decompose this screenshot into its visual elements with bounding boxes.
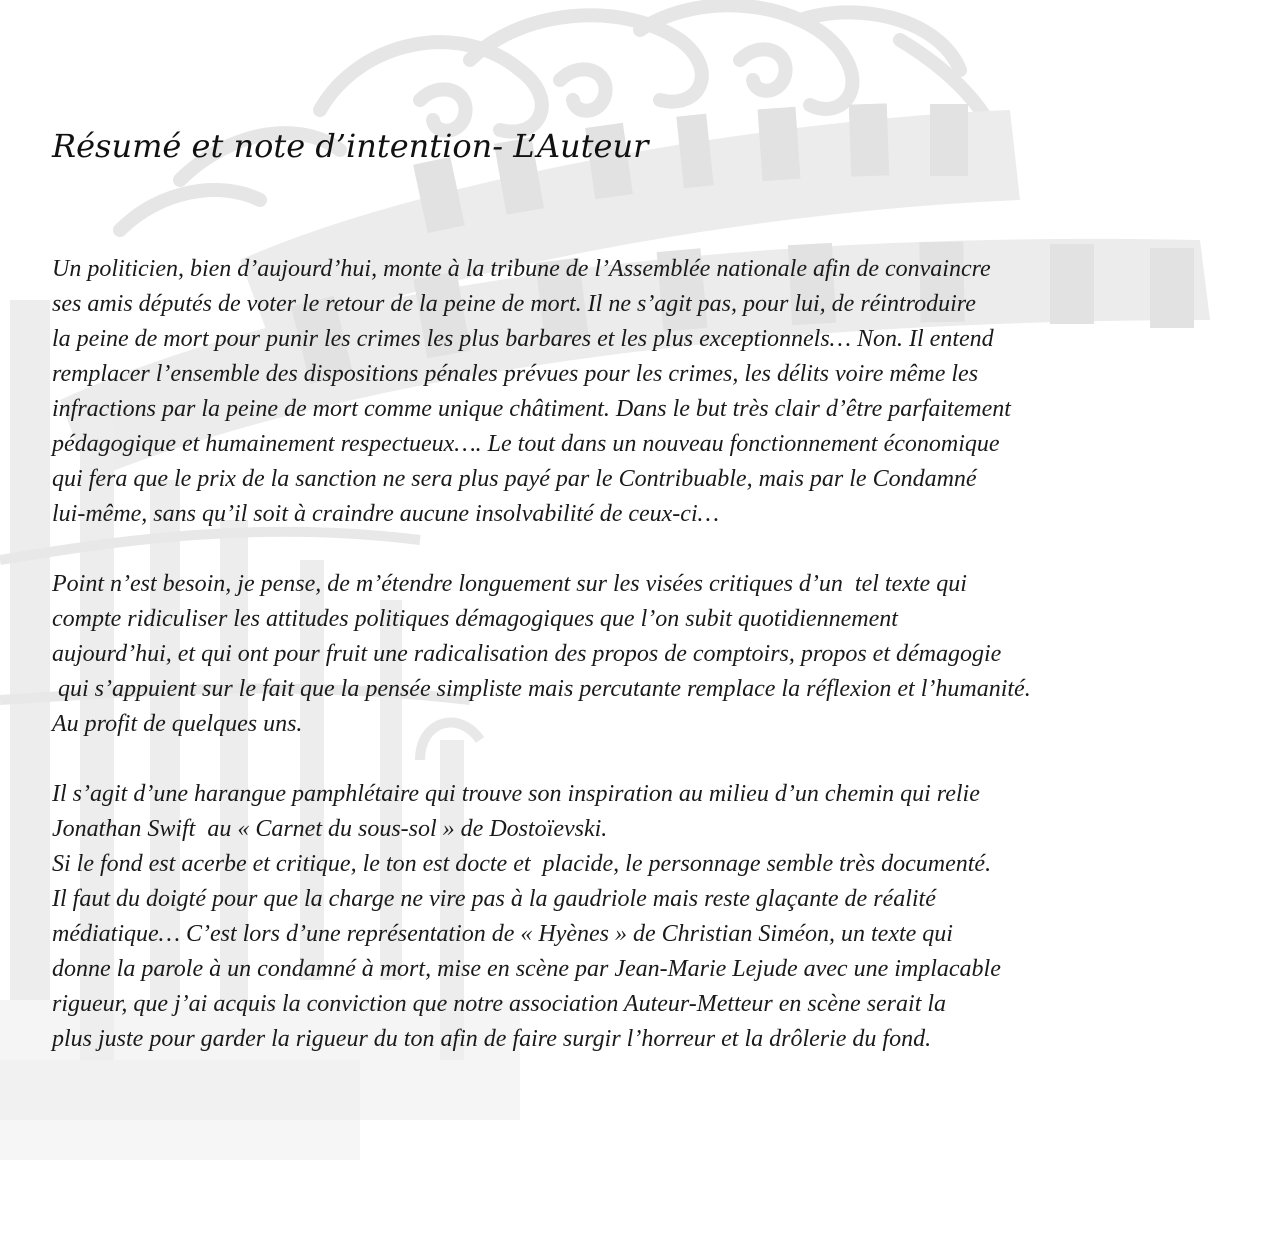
paragraph-intent: [52, 567, 1262, 742]
paragraph-line: aujourd’hui, et qui ont pour fruit une radicalisation des propos de comptoirs, propos et démagogie: [52, 641, 1002, 667]
paragraph-line: donne la parole à un condamné à mort, mise en scène par Jean-Marie Lejude avec une implacable: [52, 956, 1001, 982]
paragraph-line: compte ridiculiser les attitudes politiques démagogiques que l’on subit quotidiennement: [52, 606, 898, 632]
paragraph-line: ses amis députés de voter le retour de la peine de mort. Il ne s’agit pas, pour lui, de réintroduire: [52, 291, 976, 317]
paragraph-line: infractions par la peine de mort comme unique châtiment. Dans le but très clair d’être parfaitement: [52, 396, 1011, 422]
paragraph-line: plus juste pour garder la rigueur du ton afin de faire surgir l’horreur et la drôlerie du fond.: [52, 1026, 932, 1052]
paragraph-line: rigueur, que j’ai acquis la conviction que notre association Auteur-Metteur en scène serait la: [52, 991, 947, 1017]
paragraph-line: lui-même, sans qu’il soit à craindre aucune insolvabilité de ceux-ci…: [52, 501, 719, 527]
paragraph-line: Point n’est besoin, je pense, de m’étendre longuement sur les visées critiques d’un tel texte qui: [52, 571, 967, 597]
paragraph-line: médiatique… C’est lors d’une représentation de « Hyènes » de Christian Siméon, un texte qui: [52, 921, 953, 947]
paragraph-staging: [52, 777, 1262, 1057]
paragraph-line: la peine de mort pour punir les crimes les plus barbares et les plus exceptionnels… Non. Il entend: [52, 326, 994, 352]
paragraph-line: Il s’agit d’une harangue pamphlétaire qui trouve son inspiration au milieu d’un chemin qui relie: [52, 781, 980, 807]
page-title: Résumé et note d’intention- L’Auteur: [52, 127, 649, 165]
paragraph-line: Il faut du doigté pour que la charge ne vire pas à la gaudriole mais reste glaçante de réalité: [52, 886, 936, 912]
paragraph-line: qui s’appuient sur le fait que la pensée simpliste mais percutante remplace la réflexion et l’humanité.: [52, 676, 1031, 702]
paragraph-line: Jonathan Swift au « Carnet du sous-sol » de Dostoïevski.: [52, 816, 608, 842]
paragraph-line: Au profit de quelques uns.: [52, 711, 303, 737]
paragraph-line: pédagogique et humainement respectueux…. Le tout dans un nouveau fonctionnement économique: [52, 431, 1000, 457]
paragraph-line: Un politicien, bien d’aujourd’hui, monte à la tribune de l’Assemblée nationale afin de convaincre: [52, 256, 991, 282]
paragraph-line: qui fera que le prix de la sanction ne sera plus payé par le Contribuable, mais par le Condamné: [52, 466, 977, 492]
paragraph-line: remplacer l’ensemble des dispositions pénales prévues pour les crimes, les délits voire même les: [52, 361, 979, 387]
paragraph-line: Si le fond est acerbe et critique, le ton est docte et placide, le personnage semble très documenté.: [52, 851, 992, 877]
paragraph-summary: [52, 252, 1262, 532]
document-content: [52, 120, 1262, 1057]
